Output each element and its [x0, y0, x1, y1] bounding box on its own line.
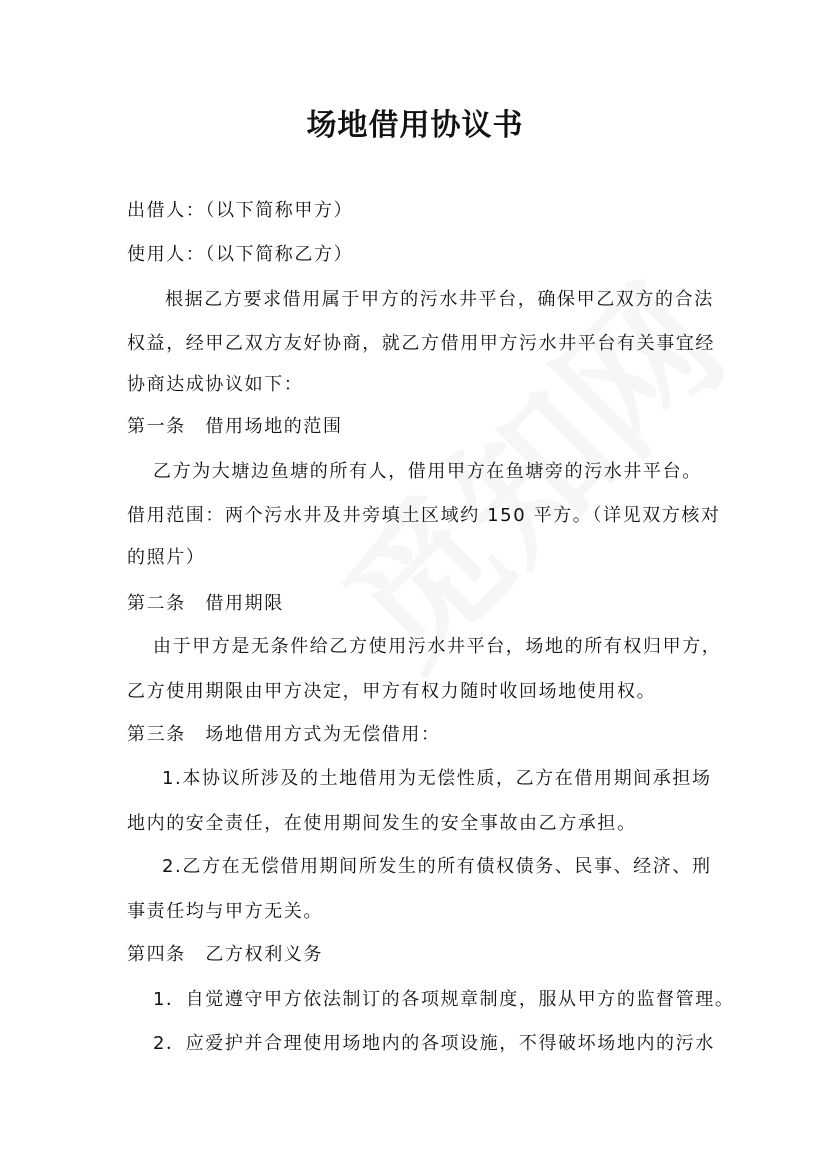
article1-line-2: 借用范围：两个污水井及井旁填土区域约 150 平方。（详见双方核对 [127, 505, 721, 526]
user-line: 使用人：（以下简称乙方） [127, 244, 354, 265]
article4-line-2: 2．应爱护并合理使用场地内的各项设施，不得破坏场地内的污水 [153, 1033, 715, 1054]
article4-line-1: 1．自觉遵守甲方依法制订的各项规章制度，服从甲方的监督管理。 [153, 989, 735, 1010]
article2-line-1: 由于甲方是无条件给乙方使用污水井平台，场地的所有权归甲方， [153, 636, 722, 657]
article3-heading: 第三条 场地借用方式为无偿借用： [127, 724, 441, 745]
article1-heading: 第一条 借用场地的范围 [127, 416, 343, 437]
article3-line-3: 2.乙方在无偿借用期间所发生的所有债权债务、民事、经济、刑 [162, 856, 712, 877]
article2-line-2: 乙方使用期限由甲方决定，甲方有权力随时收回场地使用权。 [127, 681, 657, 702]
article2-heading: 第二条 借用期限 [127, 593, 284, 614]
article1-line-3: 的照片） [127, 547, 206, 568]
document-title: 场地借用协议书 [306, 108, 524, 143]
article3-line-4: 事责任均与甲方无关。 [127, 901, 323, 922]
intro-line-3: 协商达成协议如下： [127, 374, 304, 395]
article3-line-2: 地内的安全责任，在使用期间发生的安全事故由乙方承担。 [127, 813, 637, 834]
article1-line-1: 乙方为大塘边鱼塘的所有人，借用甲方在鱼塘旁的污水井平台。 [153, 461, 702, 482]
article3-line-1: 1.本协议所涉及的土地借用为无偿性质，乙方在借用期间承担场 [162, 768, 712, 789]
intro-line-2: 权益，经甲乙双方友好协商，就乙方借用甲方污水井平台有关事宜经 [127, 333, 715, 354]
article4-heading: 第四条 乙方权利义务 [127, 944, 323, 965]
lender-line: 出借人：（以下简称甲方） [127, 200, 354, 221]
intro-line-1: 根据乙方要求借用属于甲方的污水井平台，确保甲乙双方的合法 [165, 289, 714, 310]
